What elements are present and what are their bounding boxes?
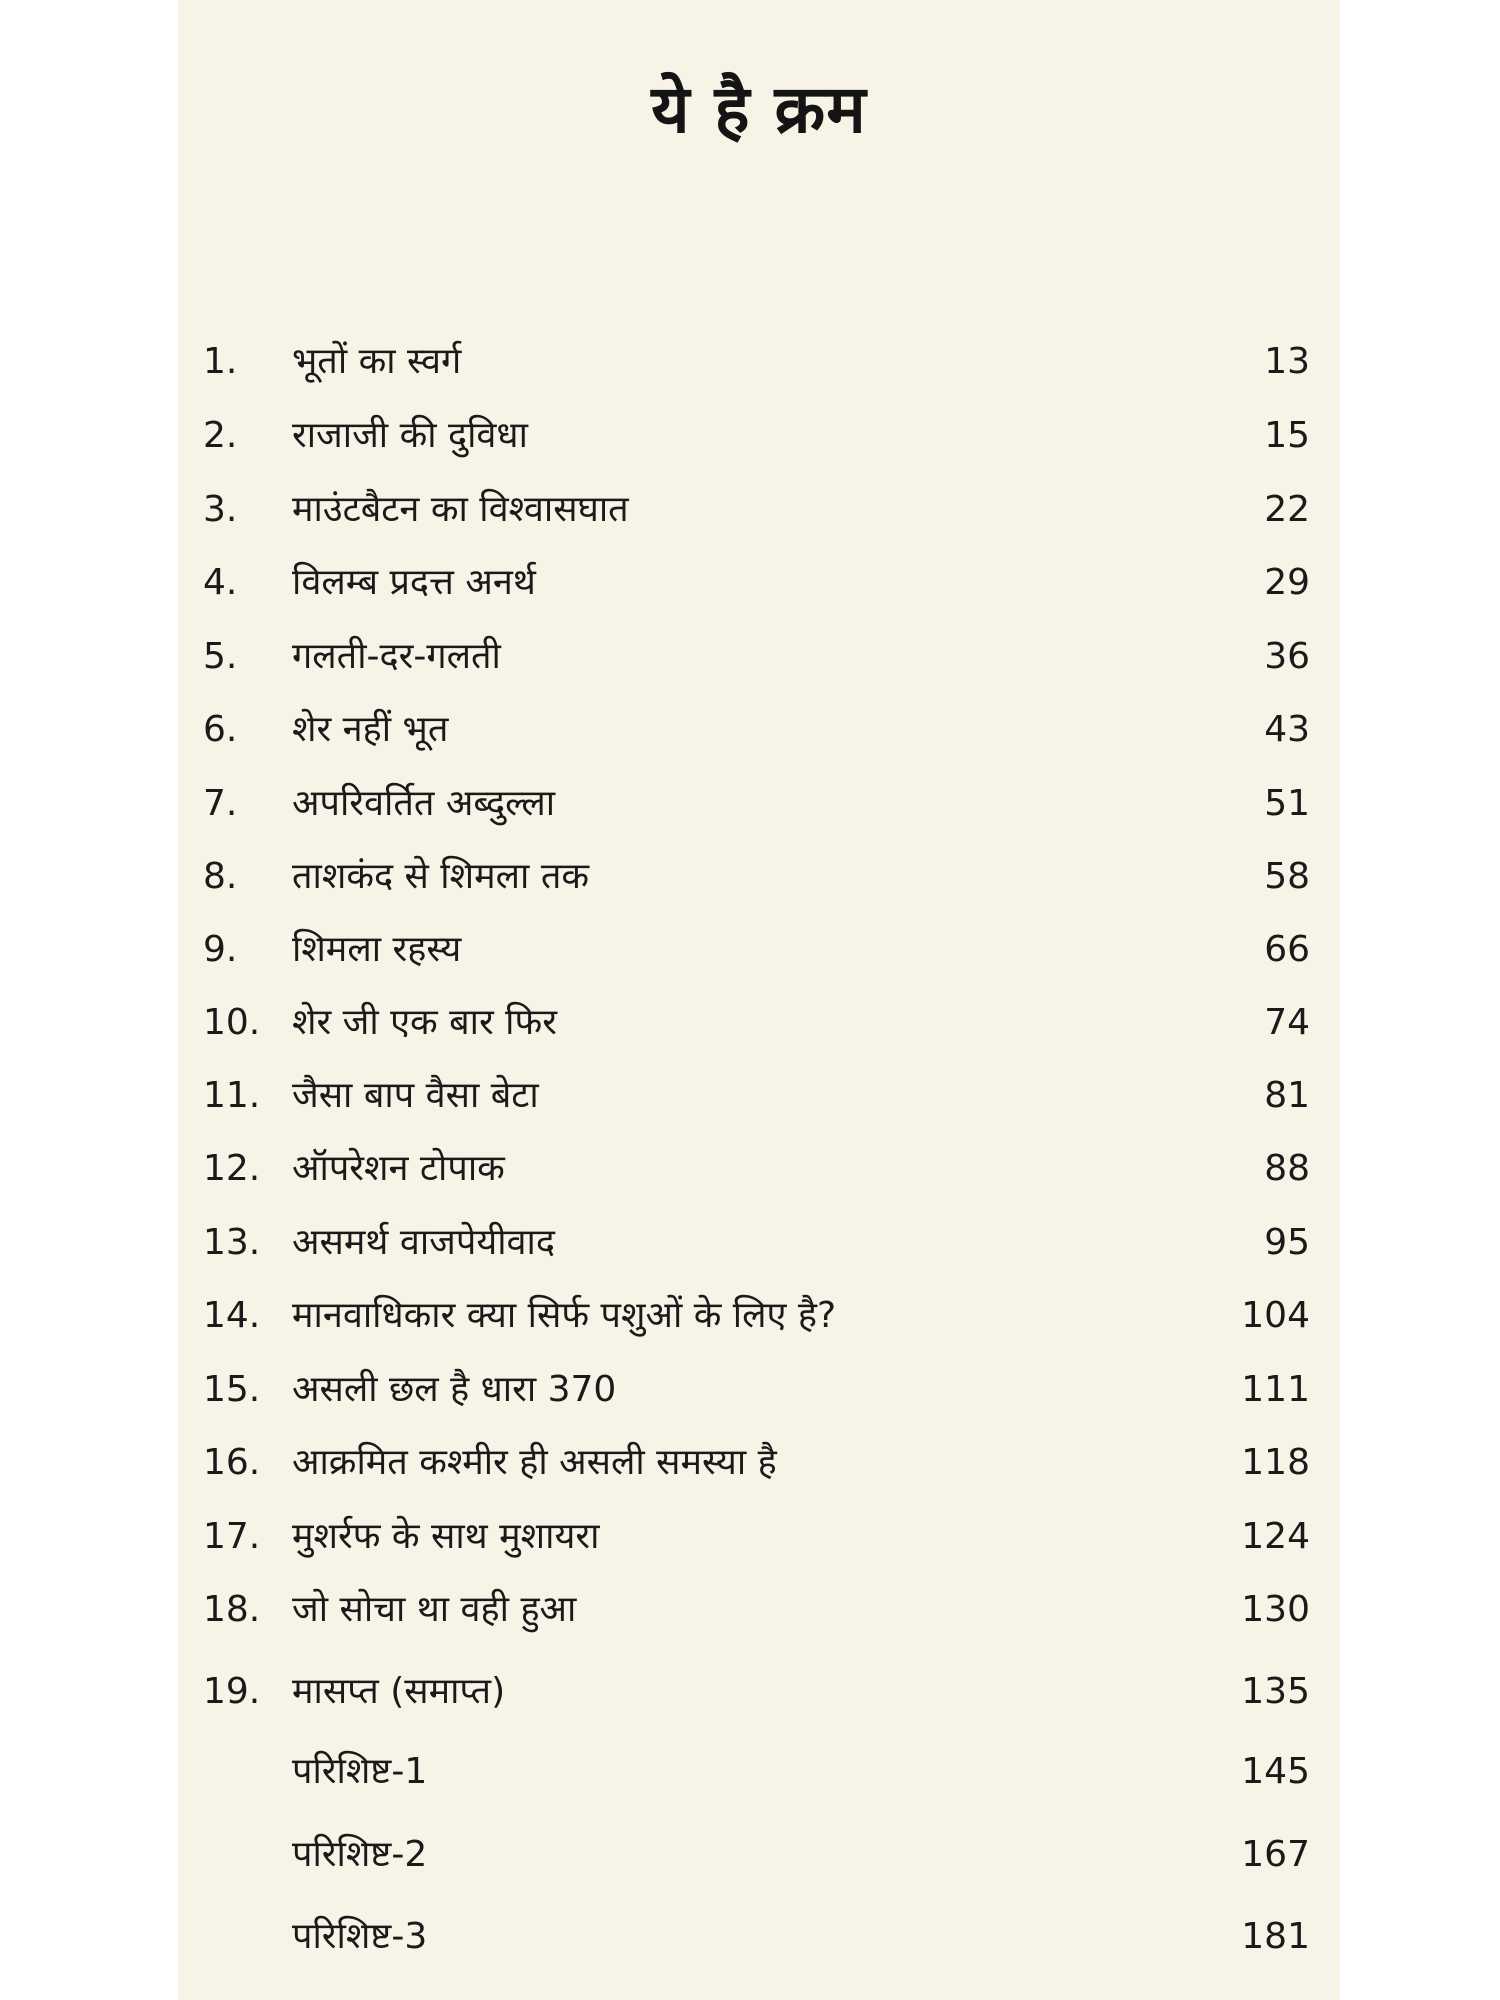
entry-number: 19. [203, 1671, 261, 1712]
toc-entry [178, 332, 1340, 392]
entry-page-number: 181 [1241, 1916, 1310, 1957]
entry-number: 16. [203, 1442, 261, 1483]
entry-number: 1. [203, 341, 238, 382]
entry-title: शिमला रहस्य [292, 929, 462, 970]
entry-number: 9. [203, 929, 238, 970]
table-of-contents [178, 0, 1340, 2000]
entry-title: असली छल है धारा 370 [292, 1369, 617, 1410]
entry-page-number: 88 [1264, 1148, 1310, 1189]
entry-page-number: 36 [1264, 636, 1310, 677]
entry-title: ताशकंद से शिमला तक [292, 856, 589, 897]
entry-number: 3. [203, 489, 238, 530]
toc-entry [178, 847, 1340, 907]
entry-number: 7. [203, 783, 238, 824]
entry-number: 17. [203, 1516, 261, 1557]
entry-number: 11. [203, 1075, 261, 1116]
entry-page-number: 124 [1241, 1516, 1310, 1557]
toc-entry [178, 1662, 1340, 1722]
entry-page-number: 66 [1264, 929, 1310, 970]
toc-entry [178, 1433, 1340, 1493]
entry-page-number: 13 [1264, 341, 1310, 382]
entry-title: ऑपरेशन टोपाक [292, 1148, 505, 1189]
entry-page-number: 104 [1241, 1295, 1310, 1336]
toc-entry [178, 1066, 1340, 1126]
entry-page-number: 29 [1264, 562, 1310, 603]
entry-page-number: 22 [1264, 489, 1310, 530]
entry-page-number: 51 [1264, 783, 1310, 824]
entry-page-number: 95 [1264, 1222, 1310, 1263]
entry-page-number: 130 [1241, 1589, 1310, 1630]
entry-page-number: 118 [1241, 1442, 1310, 1483]
toc-entry [178, 774, 1340, 834]
toc-entry [178, 993, 1340, 1053]
entry-page-number: 135 [1241, 1671, 1310, 1712]
entry-number: 18. [203, 1589, 261, 1630]
entry-title: शेर नहीं भूत [292, 709, 449, 750]
toc-entry [178, 406, 1340, 466]
entry-title: परिशिष्ट-3 [292, 1916, 428, 1957]
entry-title: आक्रमित कश्मीर ही असली समस्या है [292, 1442, 777, 1483]
entry-page-number: 74 [1264, 1002, 1310, 1043]
toc-entry [178, 700, 1340, 760]
entry-number: 15. [203, 1369, 261, 1410]
entry-title: असमर्थ वाजपेयीवाद [292, 1222, 555, 1263]
entry-page-number: 111 [1241, 1369, 1310, 1410]
entry-page-number: 167 [1241, 1834, 1310, 1875]
entry-title: विलम्ब प्रदत्त अनर्थ [292, 562, 536, 603]
entry-number: 14. [203, 1295, 261, 1336]
entry-title: मासप्त (समाप्त) [292, 1671, 506, 1712]
entry-title: मानवाधिकार क्या सिर्फ पशुओं के लिए है? [292, 1295, 837, 1336]
entry-title: राजाजी की दुविधा [292, 415, 528, 456]
toc-entry [178, 553, 1340, 613]
toc-entry [178, 1360, 1340, 1420]
entry-number: 4. [203, 562, 238, 603]
entry-title: परिशिष्ट-2 [292, 1834, 428, 1875]
entry-number: 13. [203, 1222, 261, 1263]
entry-title: जो सोचा था वही हुआ [292, 1589, 577, 1630]
entry-title: परिशिष्ट-1 [292, 1751, 428, 1792]
entry-number: 8. [203, 856, 238, 897]
toc-entry [178, 920, 1340, 980]
entry-title: शेर जी एक बार फिर [292, 1002, 557, 1043]
toc-entry [178, 1825, 1340, 1885]
entry-page-number: 58 [1264, 856, 1310, 897]
entry-title: माउंटबैटन का विश्वासघात [292, 489, 629, 530]
entry-title: मुशर्रफ के साथ मुशायरा [292, 1516, 600, 1557]
entry-number: 10. [203, 1002, 261, 1043]
toc-entry [178, 1507, 1340, 1567]
entry-title: जैसा बाप वैसा बेटा [292, 1075, 539, 1116]
entry-page-number: 81 [1264, 1075, 1310, 1116]
toc-entry [178, 1907, 1340, 1967]
book-page [178, 0, 1340, 2000]
toc-entry [178, 627, 1340, 687]
entry-title: अपरिवर्तित अब्दुल्ला [292, 783, 556, 824]
entry-page-number: 145 [1241, 1751, 1310, 1792]
entry-page-number: 43 [1264, 709, 1310, 750]
entry-number: 6. [203, 709, 238, 750]
entry-number: 2. [203, 415, 238, 456]
entry-title: भूतों का स्वर्ग [292, 341, 462, 382]
toc-entry [178, 1213, 1340, 1273]
toc-entry [178, 1742, 1340, 1802]
toc-entry [178, 1286, 1340, 1346]
toc-entry [178, 1139, 1340, 1199]
entry-title: गलती-दर-गलती [292, 636, 501, 677]
entry-page-number: 15 [1264, 415, 1310, 456]
toc-entry [178, 1580, 1340, 1640]
entry-number: 5. [203, 636, 238, 677]
page-title: ये है क्रम [651, 71, 867, 148]
toc-entry [178, 480, 1340, 540]
entry-number: 12. [203, 1148, 261, 1189]
